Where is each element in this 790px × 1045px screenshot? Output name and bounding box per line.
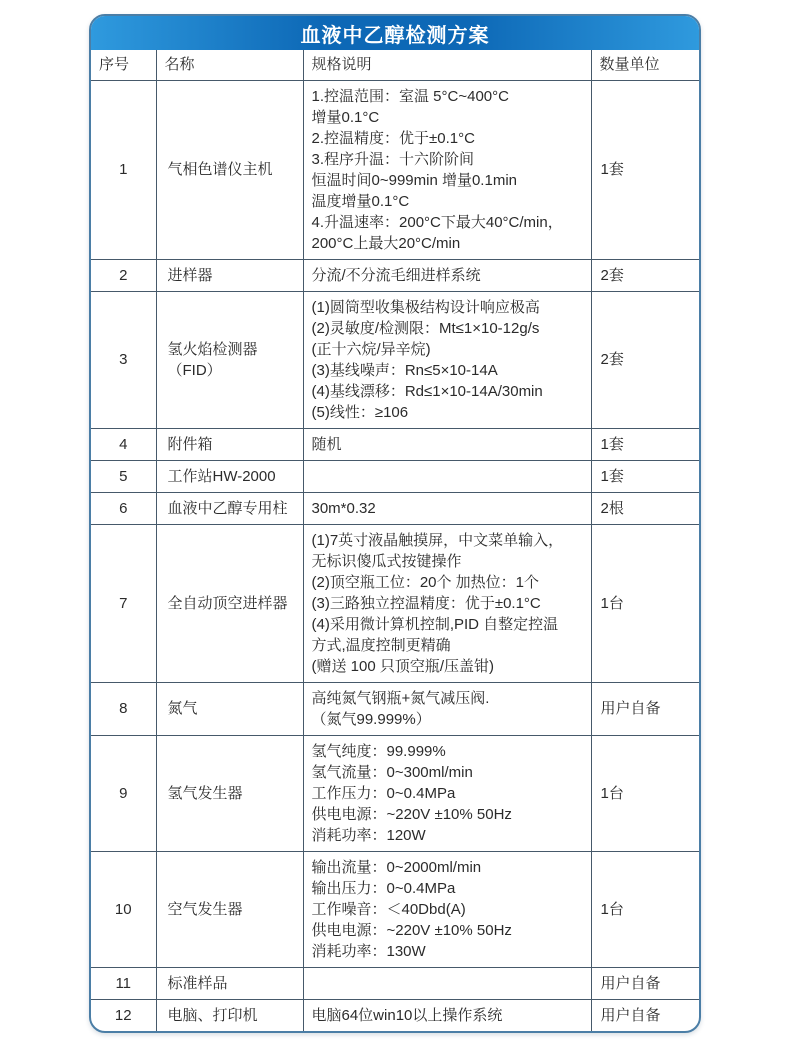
spec-line: 消耗功率：120W [311, 826, 426, 844]
cell-spec [303, 428, 591, 460]
spec-line: (赠送 100 只顶空瓶/压盖钳) [311, 657, 495, 675]
cell-qty: 1套 [591, 428, 701, 460]
cell-name: 电脑、打印机 [156, 999, 303, 1031]
table-row [91, 291, 701, 428]
spec-line: 恒温时间0~999min 增量0.1min [311, 171, 517, 189]
cell-name: 氢气发生器 [156, 735, 303, 851]
table-frame [89, 14, 701, 1033]
cell-name: 附件箱 [156, 428, 303, 460]
table-row [91, 524, 701, 682]
cell-serial: 10 [91, 851, 156, 967]
spec-line: 氢气纯度：99.999% [311, 742, 446, 760]
table-body [91, 80, 701, 1031]
cell-serial: 1 [91, 80, 156, 259]
table-row [91, 428, 701, 460]
spec-line: 输出压力：0~0.4MPa [311, 879, 456, 897]
cell-serial: 2 [91, 259, 156, 291]
cell-serial: 11 [91, 967, 156, 999]
spec-line: (1)7英寸液晶触摸屏，中文菜单输入， [311, 531, 564, 549]
spec-line: (5)线性：≥106 [311, 403, 409, 421]
spec-line: 温度增量0.1°C [311, 192, 410, 210]
spec-line: 2.控温精度：优于±0.1°C [311, 129, 475, 147]
cell-serial: 5 [91, 460, 156, 492]
spec-line: 3.程序升温：十六阶阶间 [311, 150, 475, 168]
table-row [91, 735, 701, 851]
col-header-name: 名称 [156, 50, 303, 80]
spec-line: (3)三路独立控温精度：优于±0.1°C [311, 594, 541, 612]
cell-name: 全自动顶空进样器 [156, 524, 303, 682]
table-row [91, 492, 701, 524]
spec-line: 随机 [311, 435, 342, 453]
cell-name: 血液中乙醇专用柱 [156, 492, 303, 524]
spec-line: 分流/不分流毛细进样系统 [311, 266, 481, 284]
cell-name: 空气发生器 [156, 851, 303, 967]
cell-qty: 1台 [591, 851, 701, 967]
spec-line: 1.控温范围：室温 5°C~400°C [311, 87, 509, 105]
cell-serial: 3 [91, 291, 156, 428]
cell-qty: 用户自备 [591, 682, 701, 735]
spec-line: 消耗功率：130W [311, 942, 426, 960]
table-row [91, 851, 701, 967]
table-title-bar [91, 16, 699, 50]
cell-name: 氮气 [156, 682, 303, 735]
spec-line: 电脑64位win10以上操作系统 [311, 1006, 503, 1024]
cell-serial: 8 [91, 682, 156, 735]
table-row [91, 80, 701, 259]
spec-line: (2)灵敏度/检测限：Mt≤1×10-12g/s [311, 319, 540, 337]
page-title: 血液中乙醇检测方案 [300, 24, 490, 47]
cell-serial: 9 [91, 735, 156, 851]
spec-line: 工作压力：0~0.4MPa [311, 784, 456, 802]
spec-line: 无标识傻瓜式按键操作 [311, 552, 462, 570]
spec-line: 供电电源：~220V ±10% 50Hz [311, 805, 512, 823]
col-header-serial: 序号 [91, 50, 156, 80]
spec-line: （氮气99.999%） [311, 710, 431, 728]
spec-line: (1)圆筒型收集极结构设计响应极高 [311, 298, 540, 316]
cell-qty: 1套 [591, 80, 701, 259]
spec-table [91, 50, 701, 1031]
spec-line: 方式,温度控制更精确 [311, 636, 451, 654]
spec-line: (2)顶空瓶工位：20个 加热位：1个 [311, 573, 540, 591]
table-row [91, 999, 701, 1031]
cell-qty: 用户自备 [591, 967, 701, 999]
cell-qty: 1套 [591, 460, 701, 492]
spec-line: (4)采用微计算机控制,PID 自整定控温 [311, 615, 559, 633]
cell-serial: 12 [91, 999, 156, 1031]
cell-name: 氢火焰检测器（FID） [156, 291, 303, 428]
cell-name: 工作站HW-2000 [156, 460, 303, 492]
col-header-qty: 数量单位 [591, 50, 701, 80]
cell-serial: 4 [91, 428, 156, 460]
cell-name: 气相色谱仪主机 [156, 80, 303, 259]
spec-line: 氢气流量：0~300ml/min [311, 763, 473, 781]
cell-qty: 用户自备 [591, 999, 701, 1031]
spec-line: 工作噪音：＜40Dbd(A) [311, 900, 466, 918]
spec-line: 200°C上最大20°C/min [311, 234, 461, 252]
table-row [91, 460, 701, 492]
cell-spec [303, 735, 591, 851]
cell-spec [303, 291, 591, 428]
cell-spec [303, 259, 591, 291]
cell-spec [303, 460, 591, 492]
spec-line: 高纯氮气钢瓶+氮气减压阀. [311, 689, 490, 707]
spec-line: 供电电源：~220V ±10% 50Hz [311, 921, 512, 939]
cell-qty: 1台 [591, 735, 701, 851]
cell-spec [303, 999, 591, 1031]
cell-qty: 2套 [591, 259, 701, 291]
cell-spec [303, 851, 591, 967]
cell-spec [303, 80, 591, 259]
table-row [91, 967, 701, 999]
spec-line: (4)基线漂移：Rd≤1×10-14A/30min [311, 382, 543, 400]
cell-name: 进样器 [156, 259, 303, 291]
cell-spec [303, 682, 591, 735]
cell-serial: 7 [91, 524, 156, 682]
cell-serial: 6 [91, 492, 156, 524]
spec-line: 输出流量：0~2000ml/min [311, 858, 482, 876]
spec-sheet [89, 14, 701, 1033]
spec-line: (3)基线噪声：Rn≤5×10-14A [311, 361, 498, 379]
cell-name: 标准样品 [156, 967, 303, 999]
table-row [91, 682, 701, 735]
spec-line: (正十六烷/异辛烷) [311, 340, 431, 358]
col-header-spec: 规格说明 [303, 50, 591, 80]
table-row [91, 259, 701, 291]
cell-spec [303, 967, 591, 999]
spec-line: 4.升温速率：200°C下最大40°C/min， [311, 213, 563, 231]
spec-line: 30m*0.32 [311, 499, 376, 517]
cell-spec [303, 492, 591, 524]
cell-qty: 2套 [591, 291, 701, 428]
cell-qty: 2根 [591, 492, 701, 524]
spec-line: 增量0.1°C [311, 108, 380, 126]
cell-spec [303, 524, 591, 682]
cell-qty: 1台 [591, 524, 701, 682]
header-row [91, 50, 701, 80]
